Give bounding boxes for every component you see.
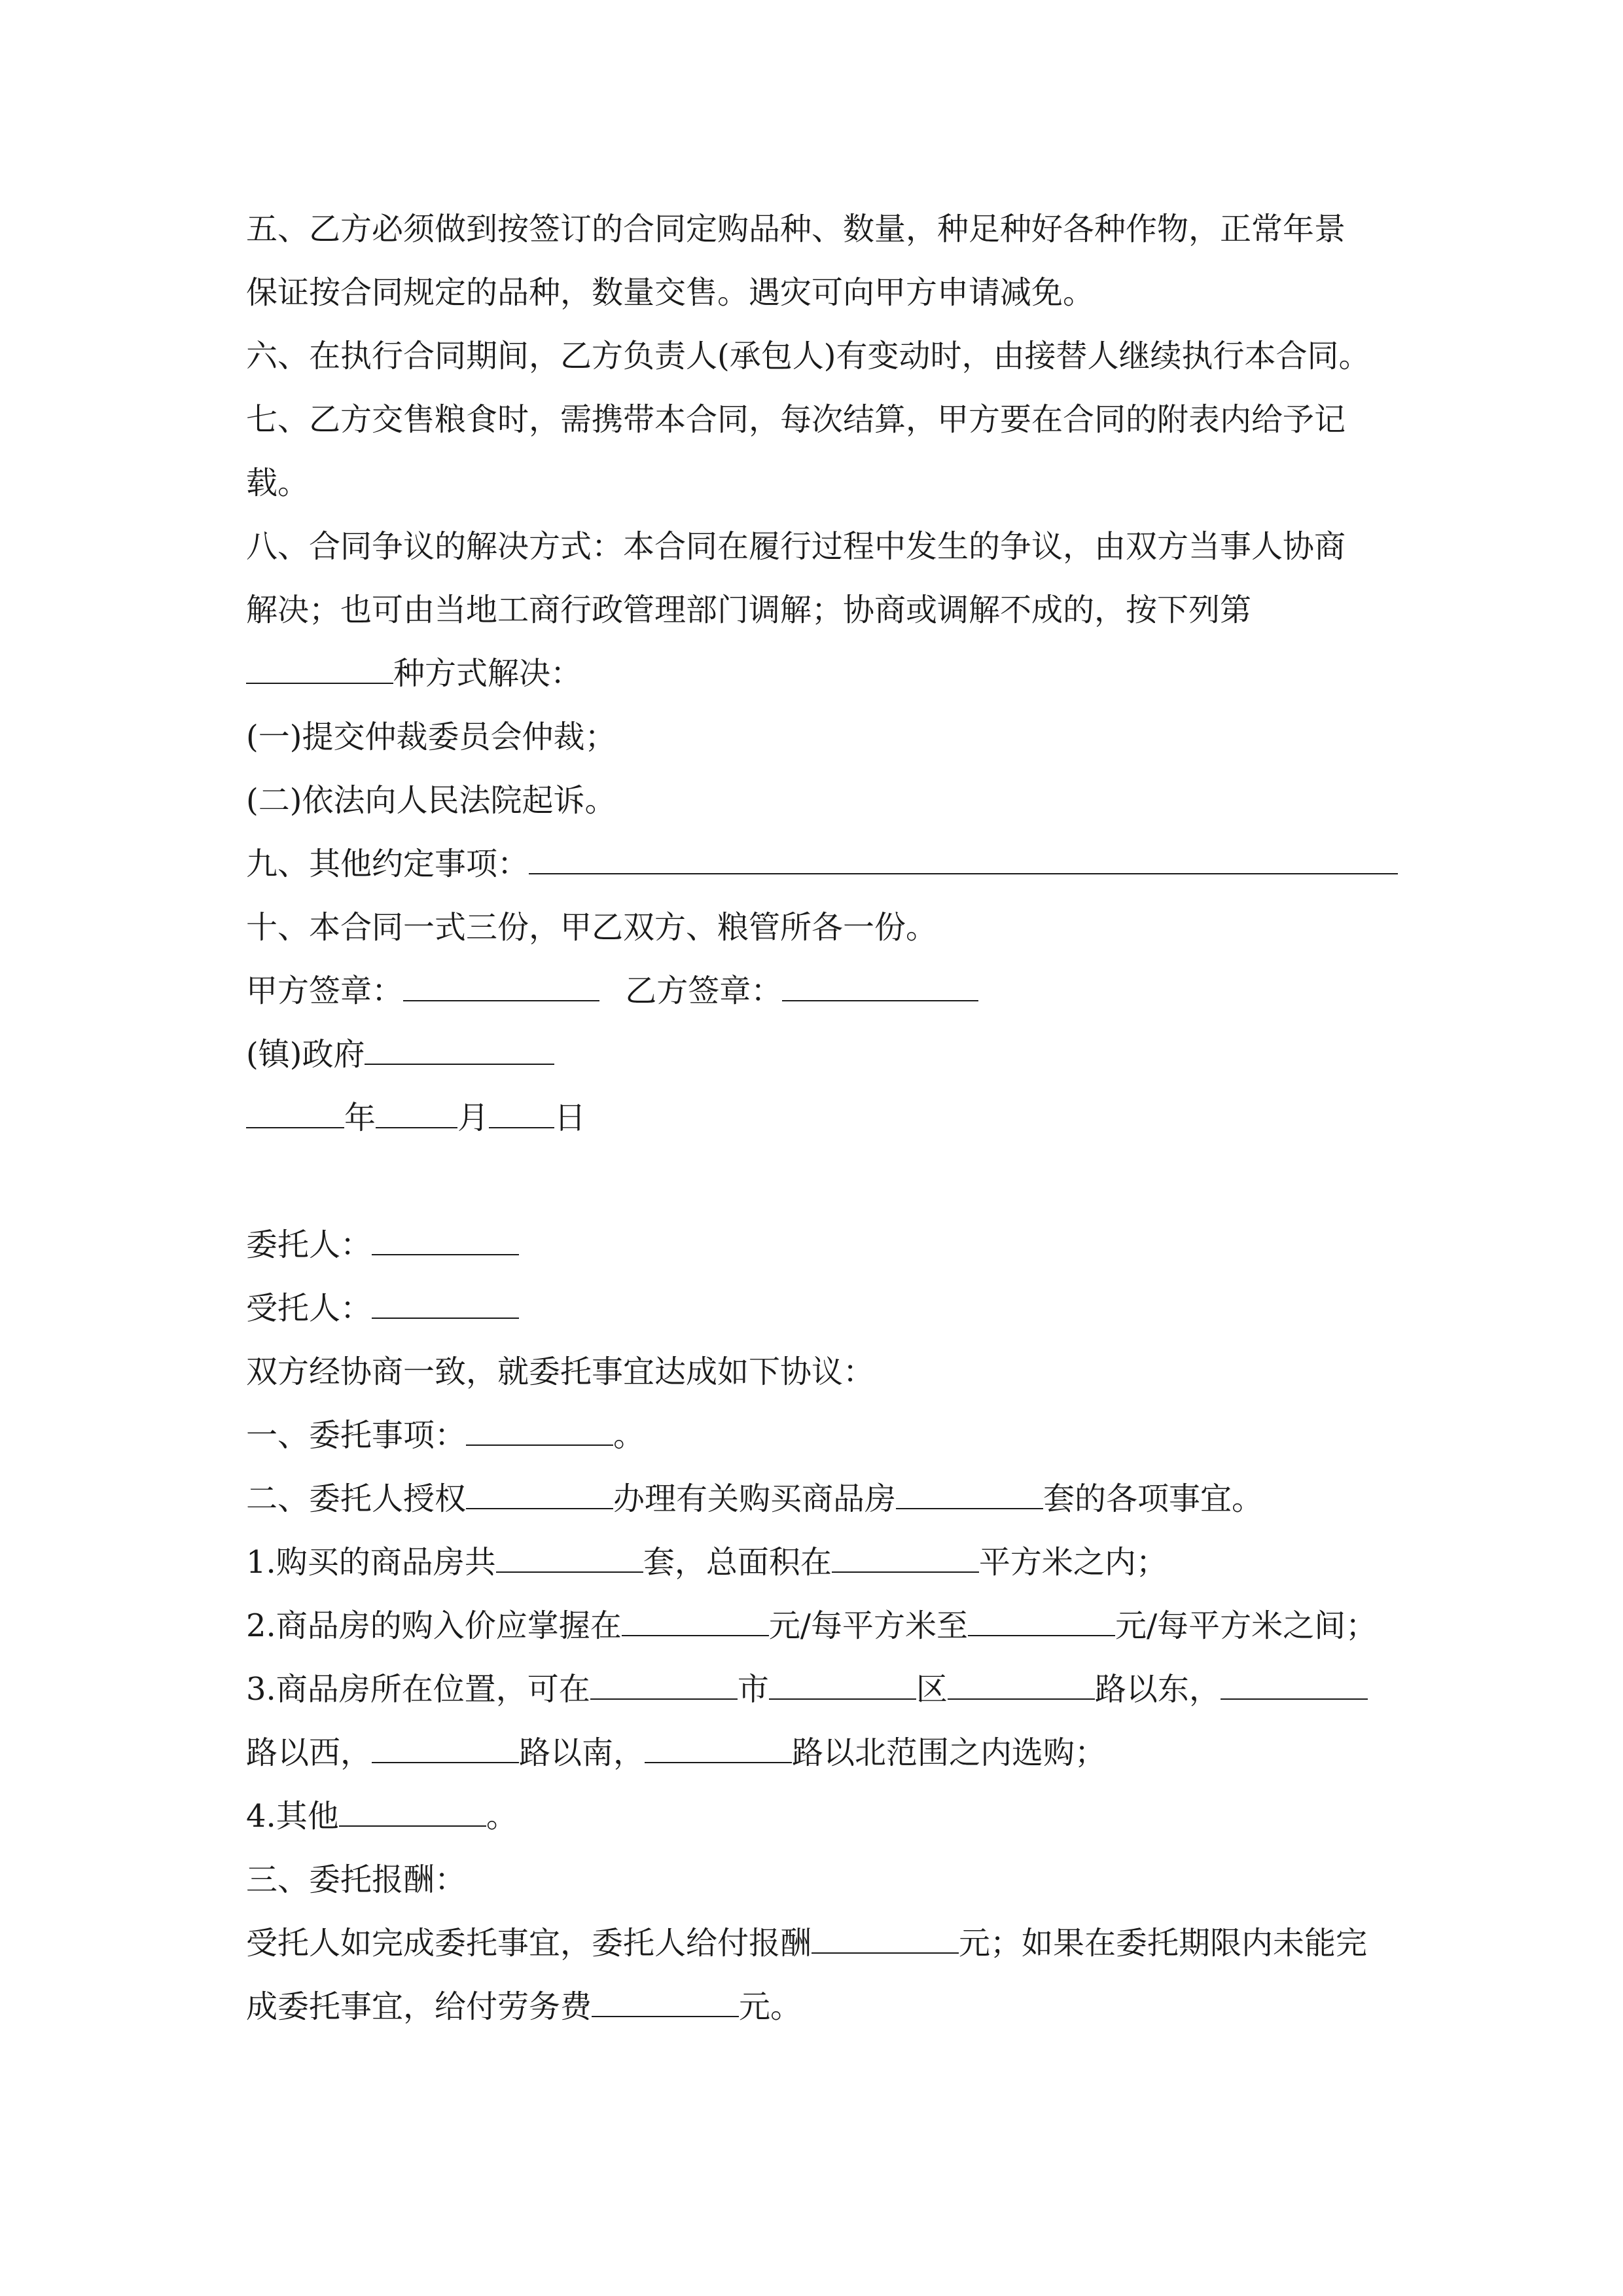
- blank-field[interactable]: [466, 1417, 613, 1446]
- clause-9: [246, 844, 1398, 884]
- remuneration-heading: [246, 1860, 1398, 1899]
- text-segment: 年: [344, 1100, 376, 1136]
- blank-field[interactable]: [365, 1036, 554, 1065]
- text-segment: 路以西，: [246, 1734, 372, 1771]
- text-segment: 种方式解决：: [393, 655, 582, 692]
- text-segment: 办理有关购买商品房: [613, 1480, 897, 1517]
- text-segment: 元/每平方米之间；: [1115, 1607, 1378, 1644]
- clause-8-option-1: [246, 717, 1398, 757]
- text-segment: 甲方签章：: [246, 973, 404, 1009]
- text-segment: 七、乙方交售粮食时，需携带本合同，每次结算，甲方要在合同的附表内给予记: [246, 401, 1346, 438]
- text-segment: 3.商品房所在位置，可在: [246, 1671, 590, 1708]
- text-segment: 路以北范围之内选购；: [792, 1734, 1107, 1771]
- text-segment: 。: [486, 1798, 518, 1835]
- blank-field[interactable]: [372, 1734, 519, 1763]
- entrust-item-1: [246, 1416, 1398, 1455]
- blank-field[interactable]: [529, 846, 1398, 874]
- text-segment: 4.其他: [246, 1798, 339, 1835]
- text-segment: 委托人：: [246, 1227, 372, 1263]
- entrust-item-2: [246, 1479, 1398, 1518]
- text-segment: 套的各项事宜。: [1043, 1480, 1264, 1517]
- clause-7-line-2: [246, 463, 1398, 503]
- blank-field[interactable]: [812, 1925, 959, 1954]
- text-segment: 八、合同争议的解决方式：本合同在履行过程中发生的争议，由双方当事人协商: [246, 528, 1346, 565]
- text-segment: 套，总面积在: [643, 1544, 832, 1581]
- blank-field[interactable]: [372, 1227, 519, 1255]
- other-line: [246, 1797, 1398, 1836]
- text-segment: 十、本合同一式三份，甲乙双方、粮管所各一份。: [246, 909, 938, 946]
- text-segment: 1.购买的商品房共: [246, 1544, 496, 1581]
- clause-6: [246, 336, 1398, 376]
- signature-line: [246, 971, 1398, 1011]
- blank-field[interactable]: [246, 1100, 344, 1128]
- blank-field[interactable]: [968, 1607, 1115, 1636]
- text-segment: 解决；也可由当地工商行政管理部门调解；协商或调解不成的，按下列第: [246, 592, 1252, 628]
- text-segment: 路以东，: [1094, 1671, 1221, 1708]
- blank-field[interactable]: [590, 1671, 738, 1700]
- text-segment: 受托人如完成委托事宜，委托人给付报酬: [246, 1925, 812, 1962]
- blank-field[interactable]: [246, 655, 393, 684]
- text-segment: 双方经协商一致，就委托事宜达成如下协议：: [246, 1354, 875, 1390]
- text-segment: 三、委托报酬：: [246, 1861, 467, 1898]
- text-segment: 保证按合同规定的品种，数量交售。遇灾可向甲方申请减免。: [246, 274, 1095, 311]
- blank-field[interactable]: [403, 973, 599, 1001]
- text-segment: (一)提交仲裁委员会仲裁；: [246, 719, 616, 755]
- text-segment: 市: [737, 1671, 769, 1708]
- text-segment: 成委托事宜，给付劳务费: [246, 1988, 592, 2025]
- blank-field[interactable]: [372, 1290, 519, 1319]
- text-segment: 载。: [246, 465, 310, 501]
- text-segment: 九、其他约定事项：: [246, 846, 529, 882]
- blank-field[interactable]: [339, 1798, 486, 1827]
- blank-field[interactable]: [1221, 1671, 1368, 1700]
- text-segment: (二)依法向人民法院起诉。: [246, 782, 616, 819]
- text-segment: 日: [554, 1100, 586, 1136]
- date-line: [246, 1098, 1398, 1138]
- text-segment: 受托人：: [246, 1290, 372, 1327]
- text-segment: 路以南，: [519, 1734, 645, 1771]
- text-segment: 元。: [739, 1988, 802, 2025]
- text-segment: 月: [457, 1100, 490, 1136]
- principal-line: [246, 1225, 1398, 1265]
- remuneration-line-2: [246, 1987, 1398, 2026]
- text-segment: 二、委托人授权: [246, 1480, 467, 1517]
- remuneration-line-1: [246, 1924, 1398, 1963]
- blank-field[interactable]: [496, 1544, 643, 1573]
- text-segment: (镇)政府: [246, 1036, 365, 1073]
- clause-7-line-1: [246, 400, 1398, 439]
- text-segment: 2.商品房的购入价应掌握在: [246, 1607, 622, 1644]
- clause-8-option-2: [246, 781, 1398, 820]
- blank-field[interactable]: [769, 1671, 916, 1700]
- blank-field[interactable]: [782, 973, 978, 1001]
- clause-5-line-2: [246, 273, 1398, 312]
- agreement-intro: [246, 1352, 1398, 1391]
- blank-field[interactable]: [592, 1988, 739, 2017]
- clause-8-line-2: [246, 590, 1398, 630]
- location-line-1: [246, 1670, 1398, 1709]
- text-segment: 区: [916, 1671, 948, 1708]
- text-segment: 平方米之内；: [978, 1544, 1168, 1581]
- town-government-line: [246, 1035, 1398, 1074]
- text-segment: 五、乙方必须做到按签订的合同定购品种、数量，种足种好各种作物，正常年景: [246, 211, 1346, 247]
- blank-field[interactable]: [489, 1100, 554, 1128]
- clause-8-line-3: [246, 654, 1398, 693]
- clause-10: [246, 908, 1398, 947]
- text-segment: 乙方签章：: [625, 973, 783, 1009]
- clause-5-line-1: [246, 209, 1398, 249]
- text-segment: 元/每平方米至: [768, 1607, 968, 1644]
- clause-8-line-1: [246, 527, 1398, 566]
- text-segment: 元；如果在委托期限内未能完: [959, 1925, 1368, 1962]
- text-segment: 一、委托事项：: [246, 1417, 467, 1454]
- blank-field[interactable]: [645, 1734, 792, 1763]
- blank-field[interactable]: [376, 1100, 457, 1128]
- blank-field[interactable]: [622, 1607, 769, 1636]
- blank-field[interactable]: [832, 1544, 979, 1573]
- text-segment: 。: [613, 1417, 645, 1454]
- agent-line: [246, 1289, 1398, 1328]
- blank-field[interactable]: [896, 1480, 1043, 1509]
- purchase-price-line: [246, 1606, 1398, 1645]
- blank-field[interactable]: [466, 1480, 613, 1509]
- blank-field[interactable]: [948, 1671, 1095, 1700]
- text-segment: 六、在执行合同期间，乙方负责人(承包人)有变动时，由接替人继续执行本合同。: [246, 338, 1370, 374]
- location-line-2: [246, 1733, 1398, 1772]
- purchase-quantity-line: [246, 1543, 1398, 1582]
